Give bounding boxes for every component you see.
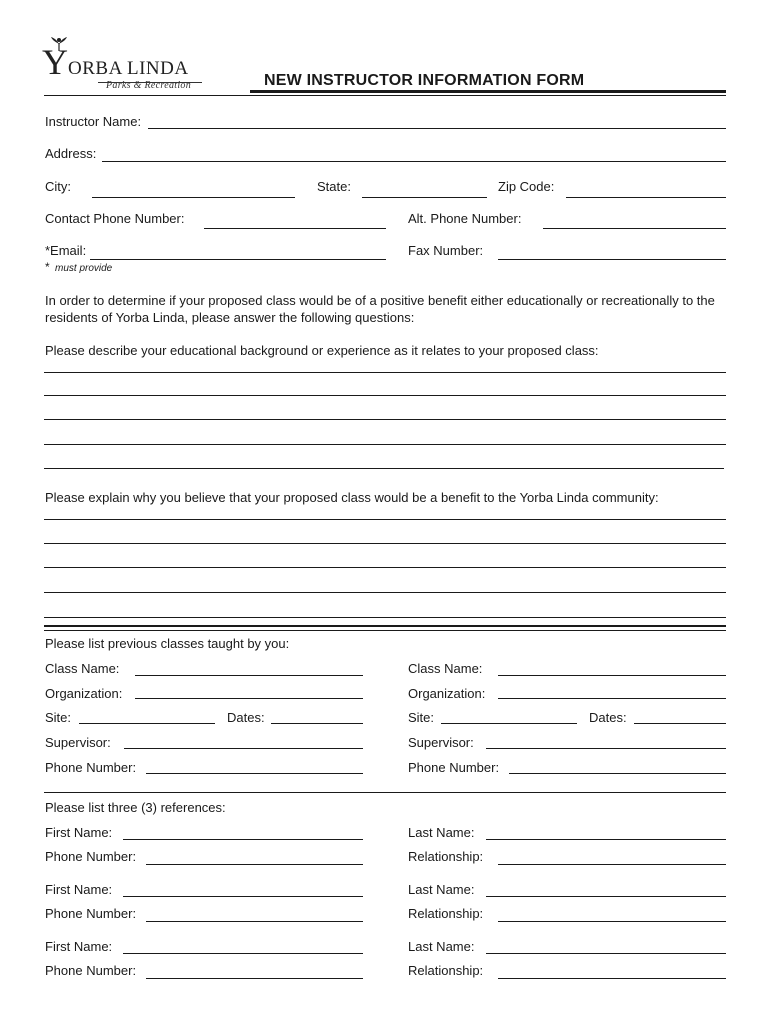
class-2-org-field[interactable] [498, 698, 726, 699]
education-answer-line-4[interactable] [44, 444, 726, 445]
fax-field[interactable] [498, 259, 726, 260]
benefit-answer-line-4[interactable] [44, 592, 726, 593]
education-answer-line-1[interactable] [44, 372, 726, 373]
class-1-name-field[interactable] [135, 675, 363, 676]
education-answer-line-3[interactable] [44, 419, 726, 420]
alt-phone-field[interactable] [543, 228, 726, 229]
city-label: City: [45, 179, 71, 194]
title-rule-thick [250, 90, 726, 93]
logo-name: ORBA LINDA [68, 58, 189, 79]
address-label: Address: [45, 146, 97, 161]
class-2-name-field[interactable] [498, 675, 726, 676]
ref-3-phone-field[interactable] [146, 978, 363, 979]
contact-phone-field[interactable] [204, 228, 386, 229]
ref-2-phone-field[interactable] [146, 921, 363, 922]
benefit-answer-line-1[interactable] [44, 519, 726, 520]
logo-tagline: Parks & Recreation [106, 80, 192, 91]
benefit-answer-line-3[interactable] [44, 567, 726, 568]
instructor-name-field[interactable] [148, 128, 726, 129]
benefit-answer-line-2[interactable] [44, 543, 726, 544]
ref-1-first-name-label: First Name: [45, 825, 113, 840]
ref-2-relationship-label: Relationship: [408, 906, 484, 921]
must-provide-note: must provide [55, 263, 113, 274]
class-2-phone-field[interactable] [509, 773, 726, 774]
class-1-org-field[interactable] [135, 698, 363, 699]
alt-phone-label: Alt. Phone Number: [408, 211, 522, 226]
state-label: State: [317, 179, 351, 194]
classes-section-rule [44, 625, 726, 627]
form-title: NEW INSTRUCTOR INFORMATION FORM [264, 72, 585, 89]
class-1-site-field[interactable] [79, 723, 215, 724]
ref-3-relationship-field[interactable] [498, 978, 726, 979]
ref-3-first-name-field[interactable] [123, 953, 363, 954]
class-1-dates-field[interactable] [271, 723, 363, 724]
title-rule-thin [44, 95, 726, 96]
question-education: Please describe your educational background or experience as it relates to your proposed class: [45, 343, 599, 358]
education-answer-line-5[interactable] [44, 468, 724, 469]
logo-initial: Y [42, 42, 68, 82]
ref-1-relationship-label: Relationship: [408, 849, 484, 864]
class-2-supervisor-label: Supervisor: [408, 735, 474, 750]
education-answer-line-2[interactable] [44, 395, 726, 396]
class-2-name-label: Class Name: [408, 661, 483, 676]
city-field[interactable] [92, 197, 295, 198]
classes-section-rule-thin [44, 630, 726, 631]
class-1-name-label: Class Name: [45, 661, 120, 676]
ref-1-phone-field[interactable] [146, 864, 363, 865]
ref-3-phone-label: Phone Number: [45, 963, 137, 978]
class-1-dates-label: Dates: [227, 710, 265, 725]
yorba-linda-logo [42, 36, 212, 94]
question-benefit: Please explain why you believe that your proposed class would be a benefit to the Yorba Linda community: [45, 490, 659, 505]
class-1-supervisor-label: Supervisor: [45, 735, 111, 750]
fax-label: Fax Number: [408, 243, 484, 258]
ref-2-phone-label: Phone Number: [45, 906, 137, 921]
class-2-phone-label: Phone Number: [408, 760, 500, 775]
class-2-dates-label: Dates: [589, 710, 627, 725]
ref-1-relationship-field[interactable] [498, 864, 726, 865]
ref-3-last-name-field[interactable] [486, 953, 726, 954]
class-2-supervisor-field[interactable] [486, 748, 726, 749]
class-1-org-label: Organization: [45, 686, 123, 701]
ref-1-last-name-field[interactable] [486, 839, 726, 840]
benefit-answer-line-5[interactable] [44, 617, 726, 618]
class-2-site-label: Site: [408, 710, 435, 725]
class-1-site-label: Site: [45, 710, 72, 725]
class-1-phone-field[interactable] [146, 773, 363, 774]
instructor-name-label: Instructor Name: [45, 114, 142, 129]
ref-2-relationship-field[interactable] [498, 921, 726, 922]
ref-2-last-name-field[interactable] [486, 896, 726, 897]
ref-3-last-name-label: Last Name: [408, 939, 475, 954]
ref-3-first-name-label: First Name: [45, 939, 113, 954]
state-field[interactable] [362, 197, 487, 198]
class-1-phone-label: Phone Number: [45, 760, 137, 775]
ref-2-first-name-label: First Name: [45, 882, 113, 897]
references-section-rule [44, 792, 726, 793]
intro-paragraph: In order to determine if your proposed class would be of a positive benefit either educationally or recreationally to the residents of Yorba Linda, please answer the following questions: [45, 293, 715, 325]
contact-phone-label: Contact Phone Number: [45, 211, 185, 226]
zip-field[interactable] [566, 197, 726, 198]
ref-2-first-name-field[interactable] [123, 896, 363, 897]
ref-1-first-name-field[interactable] [123, 839, 363, 840]
email-field[interactable] [90, 259, 386, 260]
zip-label: Zip Code: [498, 179, 555, 194]
classes-heading: Please list previous classes taught by you: [45, 636, 290, 651]
class-2-org-label: Organization: [408, 686, 486, 701]
references-heading: Please list three (3) references: [45, 800, 226, 815]
ref-1-phone-label: Phone Number: [45, 849, 137, 864]
required-asterisk: * [45, 260, 50, 274]
class-2-dates-field[interactable] [634, 723, 726, 724]
email-label: *Email: [45, 243, 87, 258]
class-1-supervisor-field[interactable] [124, 748, 363, 749]
class-2-site-field[interactable] [441, 723, 577, 724]
ref-3-relationship-label: Relationship: [408, 963, 484, 978]
ref-2-last-name-label: Last Name: [408, 882, 475, 897]
ref-1-last-name-label: Last Name: [408, 825, 475, 840]
address-field[interactable] [102, 161, 726, 162]
